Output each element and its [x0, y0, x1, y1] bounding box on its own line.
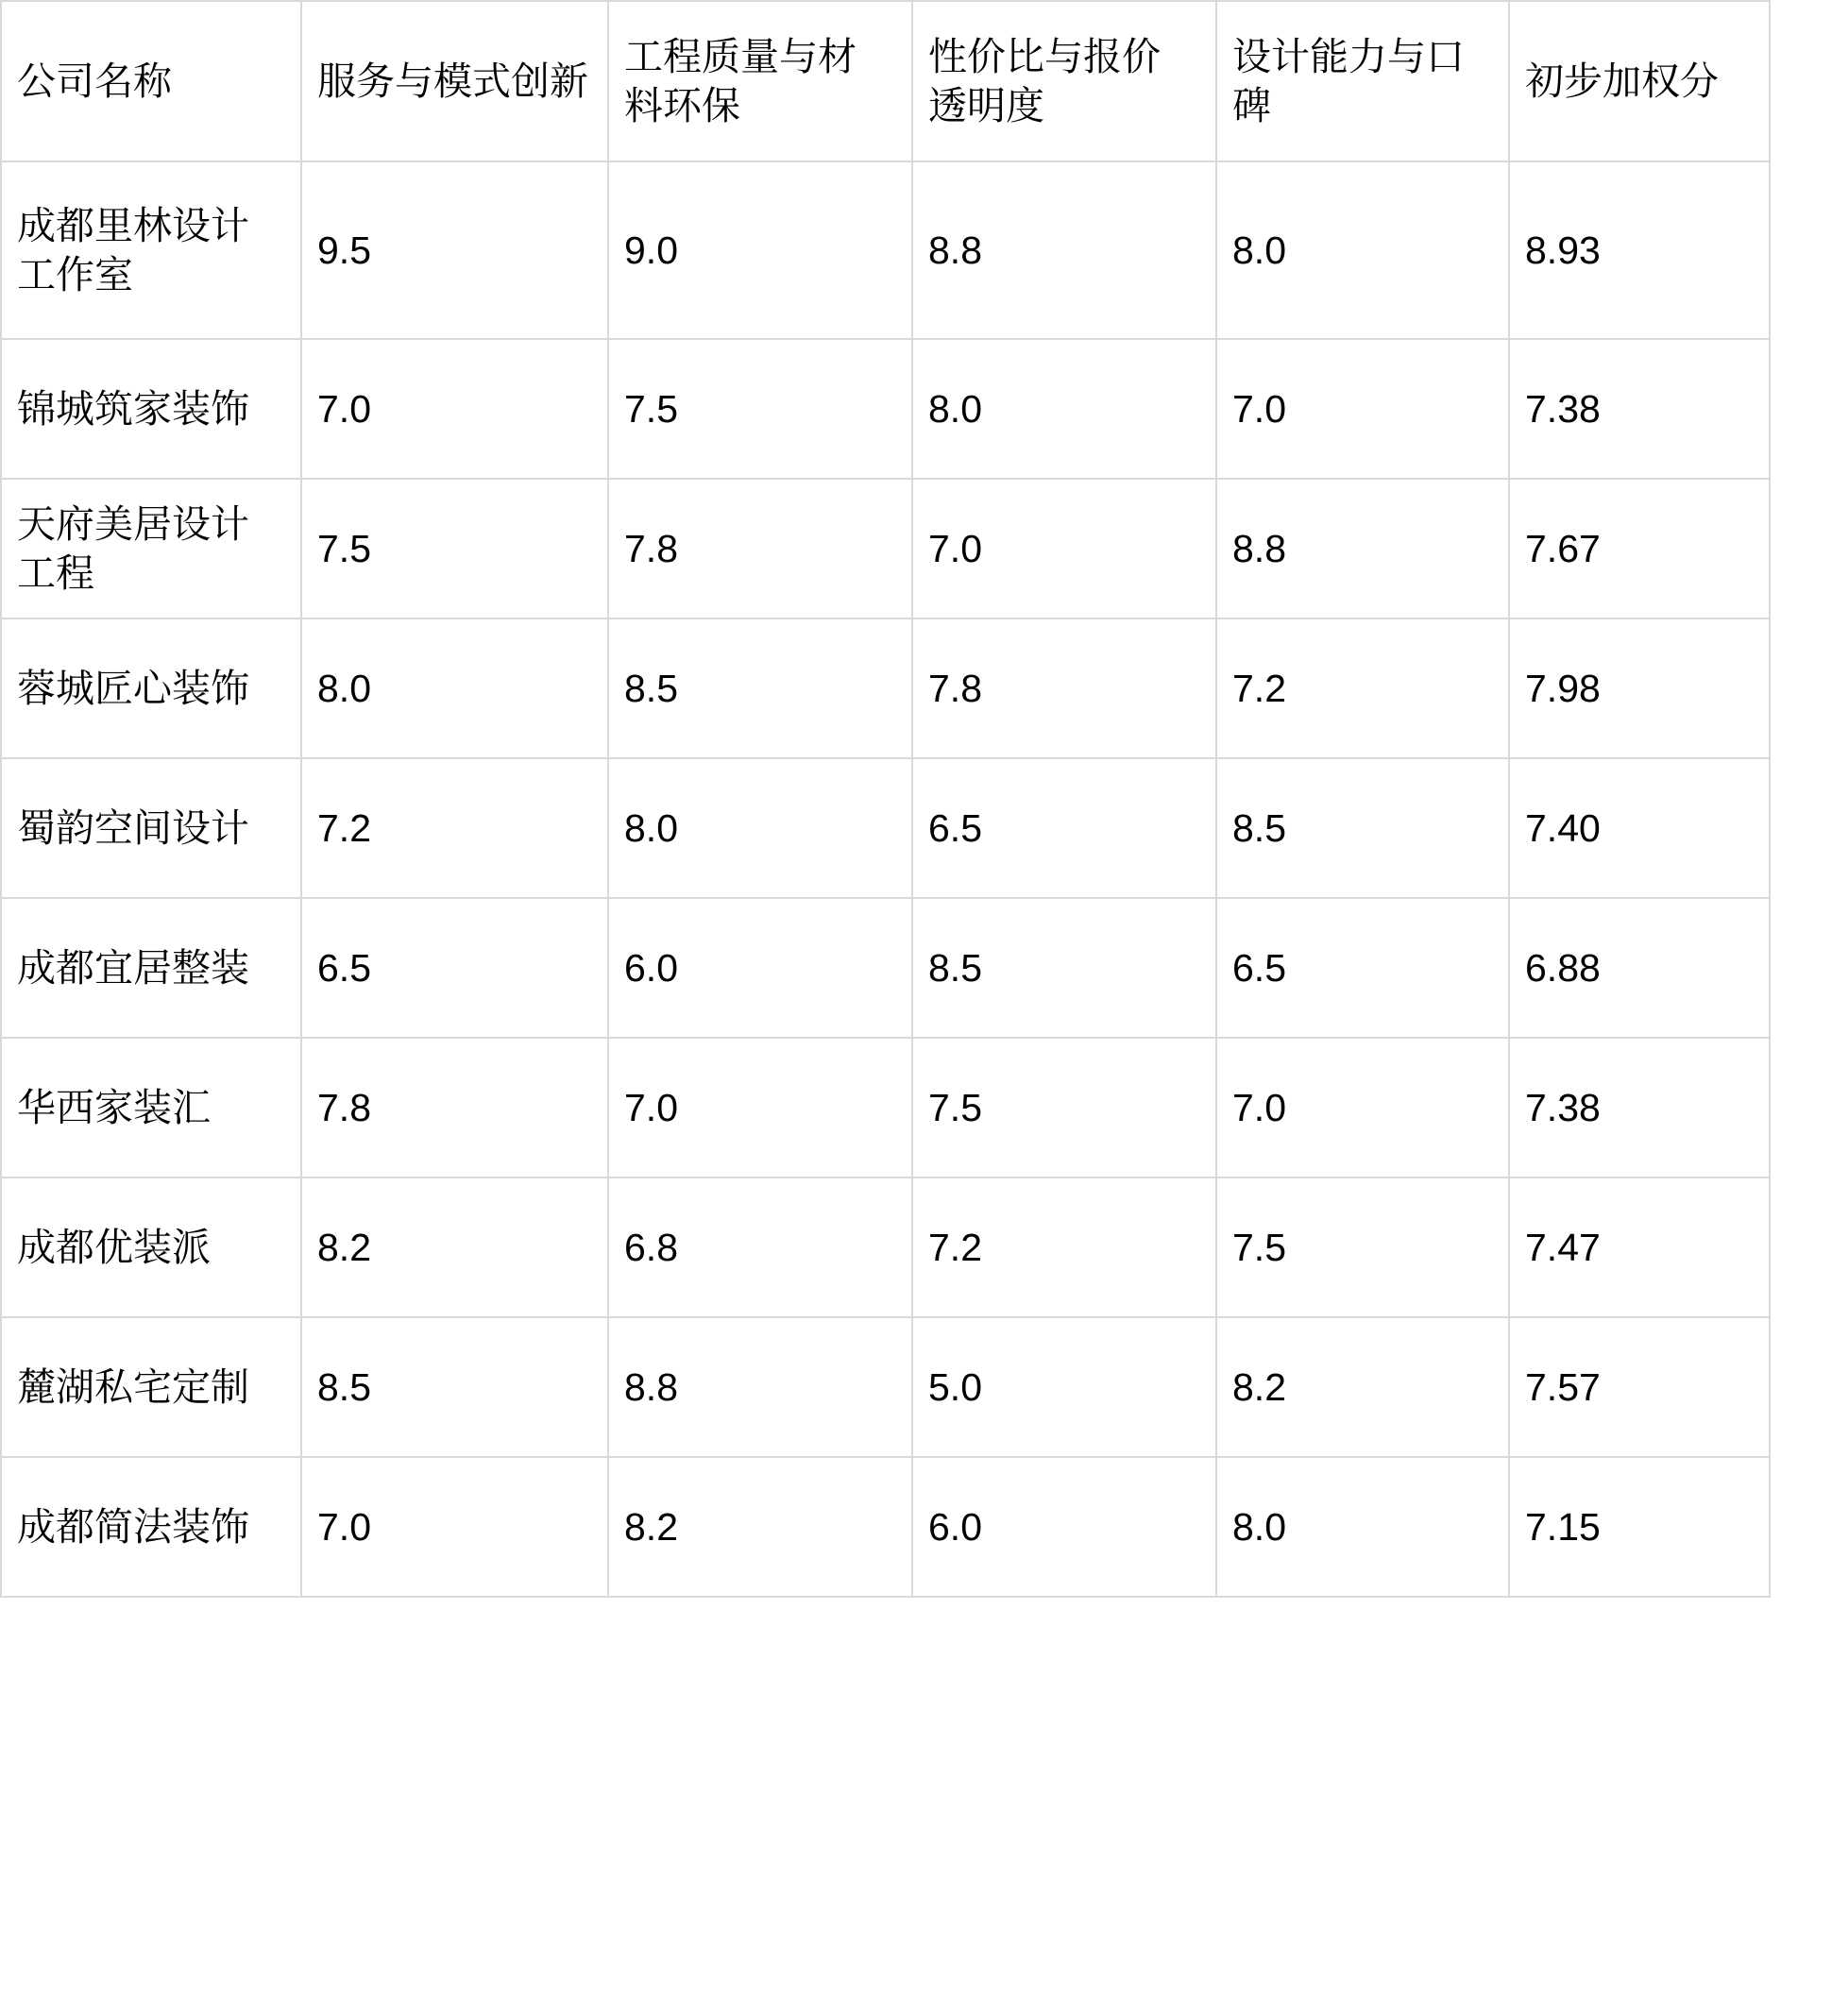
- cell-company-name: 蓉城匠心装饰: [1, 618, 301, 758]
- table-header-row: [1, 1, 1770, 161]
- cell-weighted-score: 7.67: [1509, 479, 1770, 618]
- cell-design-reputation: 7.2: [1216, 618, 1509, 758]
- cell-design-reputation: 7.0: [1216, 1038, 1509, 1177]
- column-header-service-innovation: 服务与模式创新: [301, 1, 608, 161]
- cell-service-innovation: 8.0: [301, 618, 608, 758]
- cell-value-transparency: 7.5: [912, 1038, 1216, 1177]
- cell-weighted-score: 7.57: [1509, 1317, 1770, 1457]
- table-row: [1, 161, 1770, 339]
- table-row: [1, 1177, 1770, 1317]
- cell-value-transparency: 6.5: [912, 758, 1216, 898]
- cell-quality-materials: 8.8: [608, 1317, 912, 1457]
- cell-weighted-score: 7.38: [1509, 1038, 1770, 1177]
- cell-service-innovation: 8.5: [301, 1317, 608, 1457]
- column-header-value-transparency: 性价比与报价透明度: [912, 1, 1216, 161]
- table-row: [1, 1457, 1770, 1597]
- cell-design-reputation: 6.5: [1216, 898, 1509, 1038]
- cell-value-transparency: 8.0: [912, 339, 1216, 479]
- table-header: [1, 1, 1770, 161]
- cell-value-transparency: 7.0: [912, 479, 1216, 618]
- cell-company-name: 成都优装派: [1, 1177, 301, 1317]
- cell-quality-materials: 7.0: [608, 1038, 912, 1177]
- cell-quality-materials: 6.0: [608, 898, 912, 1038]
- cell-quality-materials: 9.0: [608, 161, 912, 339]
- cell-company-name: 蜀韵空间设计: [1, 758, 301, 898]
- cell-quality-materials: 7.5: [608, 339, 912, 479]
- table-row: [1, 898, 1770, 1038]
- cell-quality-materials: 7.8: [608, 479, 912, 618]
- cell-value-transparency: 7.2: [912, 1177, 1216, 1317]
- cell-quality-materials: 8.0: [608, 758, 912, 898]
- column-header-design-reputation: 设计能力与口碑: [1216, 1, 1509, 161]
- cell-design-reputation: 8.5: [1216, 758, 1509, 898]
- cell-quality-materials: 6.8: [608, 1177, 912, 1317]
- cell-company-name: 成都简法装饰: [1, 1457, 301, 1597]
- cell-weighted-score: 7.15: [1509, 1457, 1770, 1597]
- column-header-quality-materials: 工程质量与材料环保: [608, 1, 912, 161]
- cell-value-transparency: 5.0: [912, 1317, 1216, 1457]
- cell-weighted-score: 7.40: [1509, 758, 1770, 898]
- cell-service-innovation: 7.5: [301, 479, 608, 618]
- cell-weighted-score: 7.98: [1509, 618, 1770, 758]
- cell-value-transparency: 8.5: [912, 898, 1216, 1038]
- cell-service-innovation: 7.0: [301, 339, 608, 479]
- cell-design-reputation: 8.0: [1216, 1457, 1509, 1597]
- table-body: [1, 161, 1770, 1597]
- cell-weighted-score: 7.38: [1509, 339, 1770, 479]
- cell-quality-materials: 8.2: [608, 1457, 912, 1597]
- table-row: [1, 758, 1770, 898]
- cell-weighted-score: 6.88: [1509, 898, 1770, 1038]
- table-row: [1, 339, 1770, 479]
- cell-weighted-score: 8.93: [1509, 161, 1770, 339]
- cell-service-innovation: 7.2: [301, 758, 608, 898]
- cell-design-reputation: 8.8: [1216, 479, 1509, 618]
- cell-design-reputation: 8.0: [1216, 161, 1509, 339]
- cell-service-innovation: 7.0: [301, 1457, 608, 1597]
- cell-company-name: 锦城筑家装饰: [1, 339, 301, 479]
- column-header-weighted-score: 初步加权分: [1509, 1, 1770, 161]
- cell-value-transparency: 6.0: [912, 1457, 1216, 1597]
- cell-company-name: 成都里林设计工作室: [1, 161, 301, 339]
- cell-service-innovation: 7.8: [301, 1038, 608, 1177]
- cell-service-innovation: 6.5: [301, 898, 608, 1038]
- cell-design-reputation: 7.0: [1216, 339, 1509, 479]
- table-row: [1, 1038, 1770, 1177]
- cell-value-transparency: 8.8: [912, 161, 1216, 339]
- cell-service-innovation: 9.5: [301, 161, 608, 339]
- cell-company-name: 成都宜居整装: [1, 898, 301, 1038]
- table-row: [1, 479, 1770, 618]
- cell-value-transparency: 7.8: [912, 618, 1216, 758]
- cell-company-name: 华西家装汇: [1, 1038, 301, 1177]
- column-header-company-name: 公司名称: [1, 1, 301, 161]
- cell-quality-materials: 8.5: [608, 618, 912, 758]
- cell-company-name: 天府美居设计工程: [1, 479, 301, 618]
- cell-design-reputation: 8.2: [1216, 1317, 1509, 1457]
- table-row: [1, 618, 1770, 758]
- cell-weighted-score: 7.47: [1509, 1177, 1770, 1317]
- cell-service-innovation: 8.2: [301, 1177, 608, 1317]
- table-row: [1, 1317, 1770, 1457]
- cell-design-reputation: 7.5: [1216, 1177, 1509, 1317]
- cell-company-name: 麓湖私宅定制: [1, 1317, 301, 1457]
